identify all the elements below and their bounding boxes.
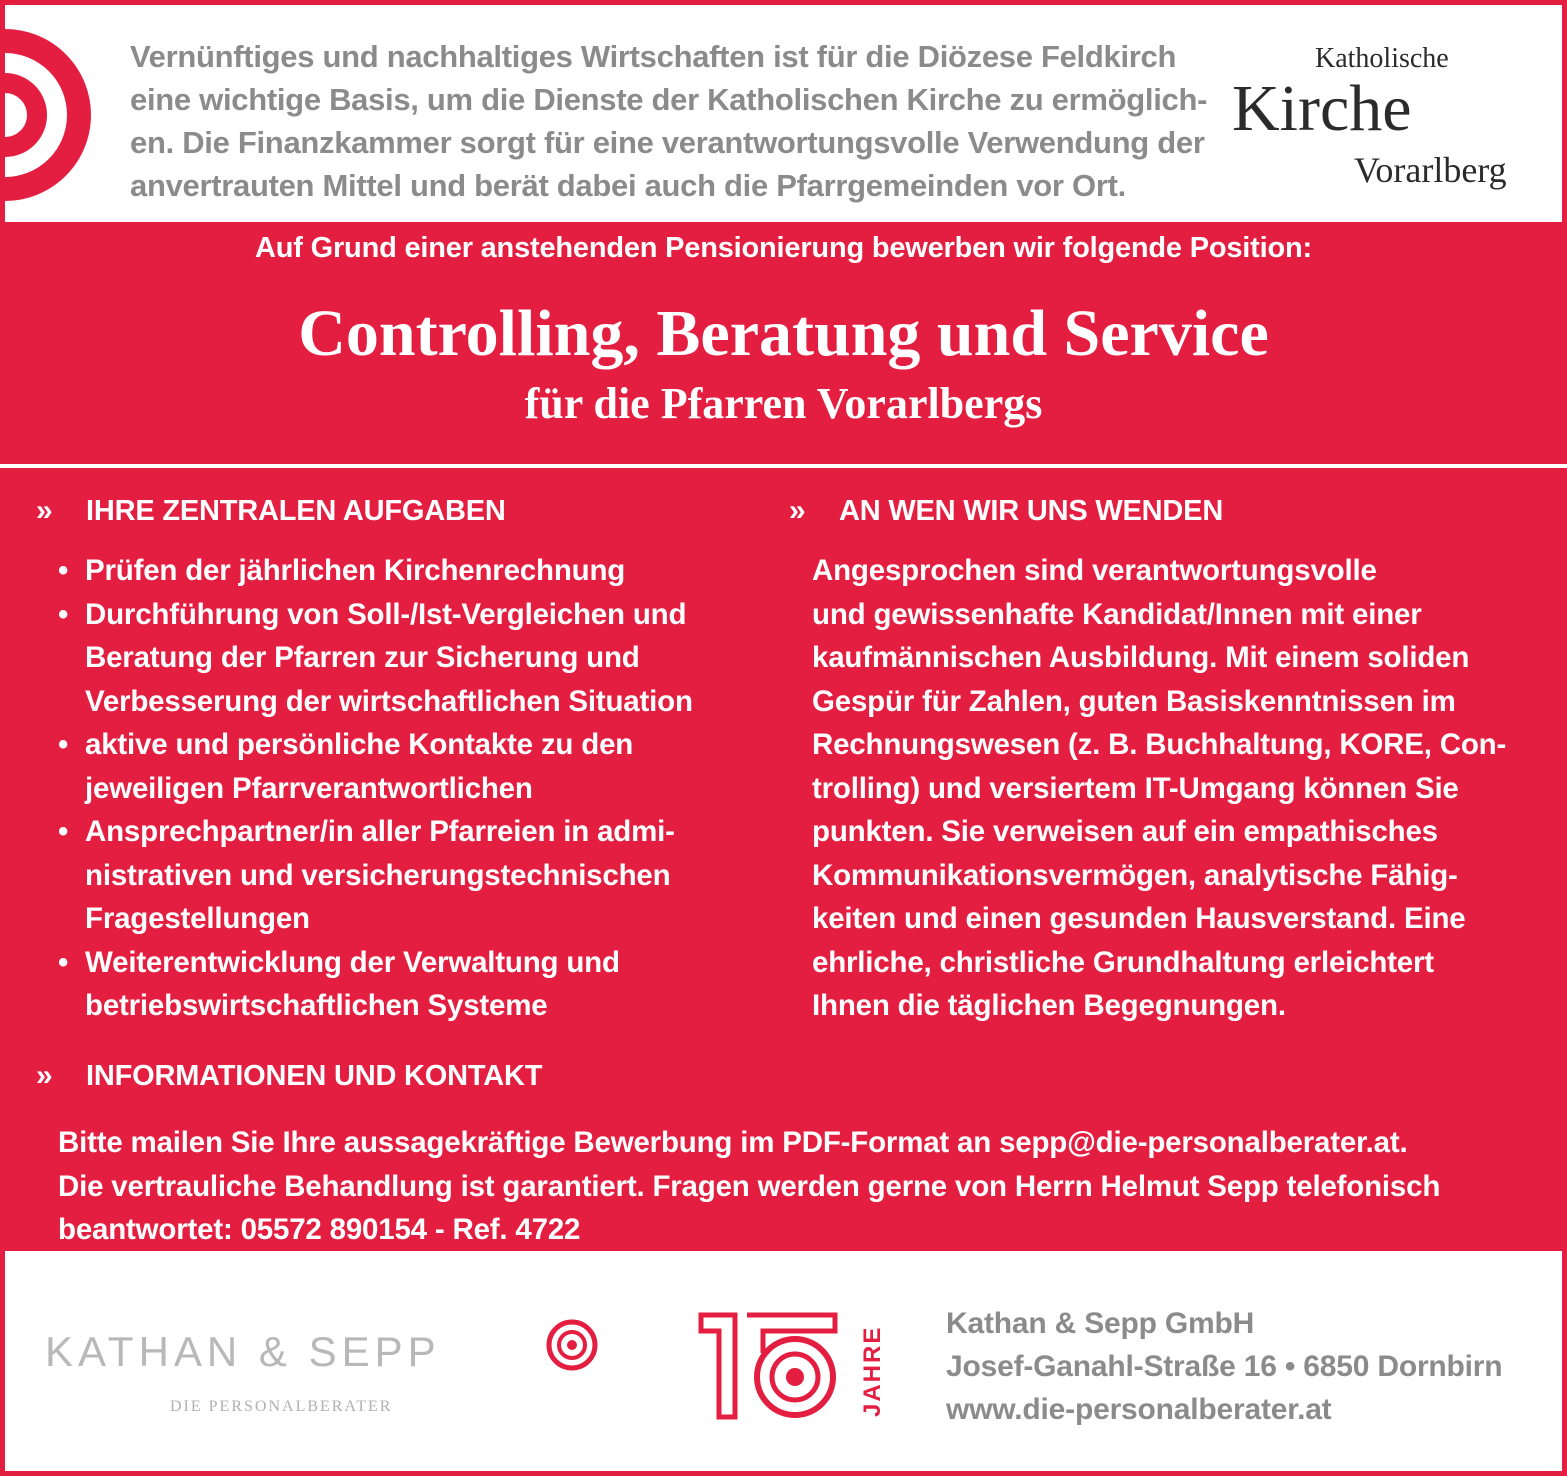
street-address: Josef-Ganahl-Straße 16 • 6850 Dornbirn (946, 1350, 1503, 1383)
list-item-line: betriebswirtschaftlichen Systeme (85, 989, 548, 1022)
intro-text (130, 35, 1210, 207)
tasks-list (58, 549, 758, 1028)
list-item (58, 941, 758, 1028)
contact-line: Bitte mailen Sie Ihre aussagekräftige Bewerbung im PDF-Format an sepp@die-personalberater.at. (58, 1126, 1408, 1159)
intro-line: anvertrauten Mittel und berät dabei auch die Pfarrgemeinden vor Ort. (130, 168, 1126, 203)
anniversary-word: JAHRE (859, 1325, 886, 1417)
list-item-line: nistrativen und versicherungstechnischen (85, 858, 671, 892)
contact-line: Die vertrauliche Behandlung ist garantiert. Fragen werden gerne von Herrn Helmut Sepp telefonisch (58, 1169, 1441, 1203)
logo-tagline: DIE PERSONALBERATER (170, 1398, 393, 1415)
divider (0, 464, 1567, 468)
audience-line: Rechnungswesen (z. B. Buchhaltung, KORE, Con- (812, 728, 1507, 761)
audience-line: Angesprochen sind verantwortungsvolle (812, 554, 1377, 587)
audience-line: Kommunikationsvermögen, analytische Fähig- (812, 858, 1458, 892)
company-name: Kathan & Sepp GmbH (946, 1307, 1255, 1340)
audience-text (812, 549, 1522, 1028)
contact-line: beantwortet: 05572 890154 - Ref. 4722 (58, 1213, 581, 1246)
audience-line: trolling) und versiertem IT-Umgang können Sie (812, 771, 1459, 805)
list-item-line: Fragestellungen (85, 902, 310, 935)
target-icon (5, 25, 93, 205)
intro-line: en. Die Finanzkammer sorgt für eine verantwortungsvolle Verwendung der (130, 125, 1205, 160)
list-item (58, 723, 758, 810)
chevron-right-icon: » (789, 494, 806, 527)
intro-line: Vernünftiges und nachhaltiges Wirtschaften ist für die Diözese Feldkirch (130, 39, 1177, 74)
list-item (58, 549, 758, 593)
chevron-right-icon: » (36, 494, 53, 527)
list-item-line: Verbesserung der wirtschaftlichen Situation (85, 684, 693, 718)
list-item-line: Beratung der Pfarren zur Sicherung und (85, 641, 640, 674)
intro-band (5, 5, 1562, 222)
anniversary-badge (695, 1305, 890, 1425)
chevron-right-icon: » (36, 1059, 53, 1092)
tasks-heading (36, 494, 506, 528)
audience-line: ehrliche, christliche Grundhaltung erleichtert (812, 945, 1434, 979)
anniversary-number: 15 (695, 1305, 697, 1306)
audience-heading-label: AN WEN WIR UNS WENDEN (839, 495, 1224, 527)
logo-line-kirche: Kirche (1232, 72, 1412, 145)
job-title: Controlling, Beratung und Service (298, 297, 1269, 370)
target-icon (545, 1318, 599, 1372)
contact-text (58, 1121, 1528, 1252)
audience-line: punkten. Sie verweisen auf ein empathisches (812, 815, 1438, 848)
list-item-line: aktive und persönliche Kontakte zu den (85, 728, 634, 761)
contact-heading (36, 1059, 542, 1093)
list-item-line: Prüfen der jährlichen Kirchenrechnung (85, 554, 626, 587)
tasks-heading-label: IHRE ZENTRALEN AUFGABEN (86, 495, 506, 527)
list-item-line: Durchführung von Soll-/Ist-Vergleichen und (85, 597, 687, 631)
katholische-kirche-logo (1227, 43, 1547, 203)
website-link[interactable]: www.die-personalberater.at (946, 1393, 1332, 1426)
list-item-line: Ansprechpartner/in aller Pfarreien in admi- (85, 815, 675, 848)
audience-line: und gewissenhafte Kandidat/Innen mit einer (812, 597, 1422, 631)
lead-text: Auf Grund einer anstehenden Pensionierung bewerben wir folgende Position: (255, 232, 1312, 264)
audience-line: kaufmännischen Ausbildung. Mit einem soliden (812, 641, 1470, 674)
list-item-line: Weiterentwicklung der Verwaltung und (85, 945, 620, 979)
list-item-line: jeweiligen Pfarrverantwortlichen (85, 771, 533, 805)
audience-heading (789, 494, 1223, 528)
audience-line: Gespür für Zahlen, guten Basiskenntnissen im (812, 684, 1456, 718)
logo-line-vorarlberg: Vorarlberg (1354, 150, 1507, 190)
logo-name: KATHAN & SEPP (45, 1328, 441, 1375)
audience-line: keiten und einen gesunden Hausverstand. Eine (812, 902, 1466, 935)
list-item (58, 810, 758, 941)
job-subtitle: für die Pfarren Vorarlbergs (524, 379, 1043, 428)
company-address (946, 1302, 1502, 1431)
audience-line: Ihnen die täglichen Begegnungen. (812, 989, 1286, 1022)
list-item (58, 593, 758, 724)
intro-line: eine wichtige Basis, um die Dienste der Katholischen Kirche zu ermöglich- (130, 82, 1208, 117)
logo-line-katholische: Katholische (1315, 43, 1449, 74)
kathan-sepp-logo (45, 1318, 605, 1428)
contact-heading-label: INFORMATIONEN UND KONTAKT (86, 1060, 543, 1092)
